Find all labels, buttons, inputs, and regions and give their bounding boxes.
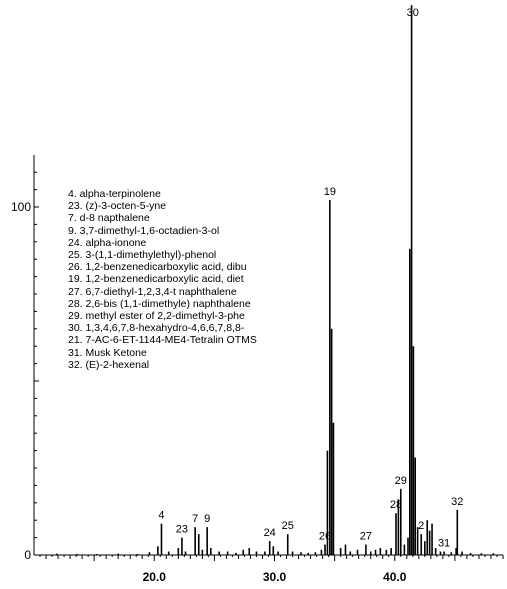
x-tick-label: 20.0 [142,570,166,584]
peak-label: 2 [418,520,425,533]
peak-label: 23 [175,523,189,536]
peak-label: 28 [389,499,403,512]
legend-entry: 32. (E)-2-hexenal [68,358,150,371]
legend-entry: 4. alpha-terpinolene [68,188,161,200]
legend-entry: 26. 1,2-benzenedicarboxylic acid, dibu [68,261,247,274]
legend-entry: 19. 1,2-benzenedicarboxylic acid, diet [68,273,244,286]
legend-entry: 25. 3-(1,1-dimethylethyl)-phenol [68,249,217,262]
peak-label: 26 [318,530,332,543]
legend-entry: 9. 3,7-dimethyl-1,6-octadien-3-ol [68,224,220,237]
x-tick-label: 40.0 [383,570,407,584]
peak-label: 30 [406,7,419,19]
peak-label: 29 [394,474,407,487]
legend-entry: 27. 6,7-diethyl-1,2,3,4-t naphthalene [68,285,237,298]
legend-entry: 23. (z)-3-octen-5-yne [68,200,167,213]
peak-label: 24 [263,527,276,540]
peak-label: 32 [451,495,464,508]
peak-label: 27 [359,530,373,543]
peak-label: 7 [192,513,199,526]
legend-entry: 30. 1,3,4,6,7,8-hexahydro-4,6,6,7,8,8- [68,322,245,335]
legend-entry: 21. 7-AC-6-ET-1144-ME4-Tetralin OTMS [68,334,257,347]
legend-entry: 29. methyl ester of 2,2-dimethyl-3-phe [68,310,245,323]
peak-label: 19 [323,186,336,199]
legend [68,188,257,371]
peak-label: 31 [437,537,451,550]
legend-entry: 7. d-8 napthalene [68,212,150,225]
legend-entry: 28. 2,6-bis (1,1-dimethyle) naphthalene [68,297,251,310]
x-tick-label: 30.0 [262,570,287,584]
peak-label: 9 [204,513,211,526]
legend-entry: 31. Musk Ketone [68,346,147,359]
peak-label: 25 [281,520,294,533]
y-tick-label: 0 [24,548,31,562]
legend-entry: 24. alpha-ionone [68,236,147,249]
peak-label: 4 [158,509,165,522]
y-tick-label: 100 [10,200,31,214]
